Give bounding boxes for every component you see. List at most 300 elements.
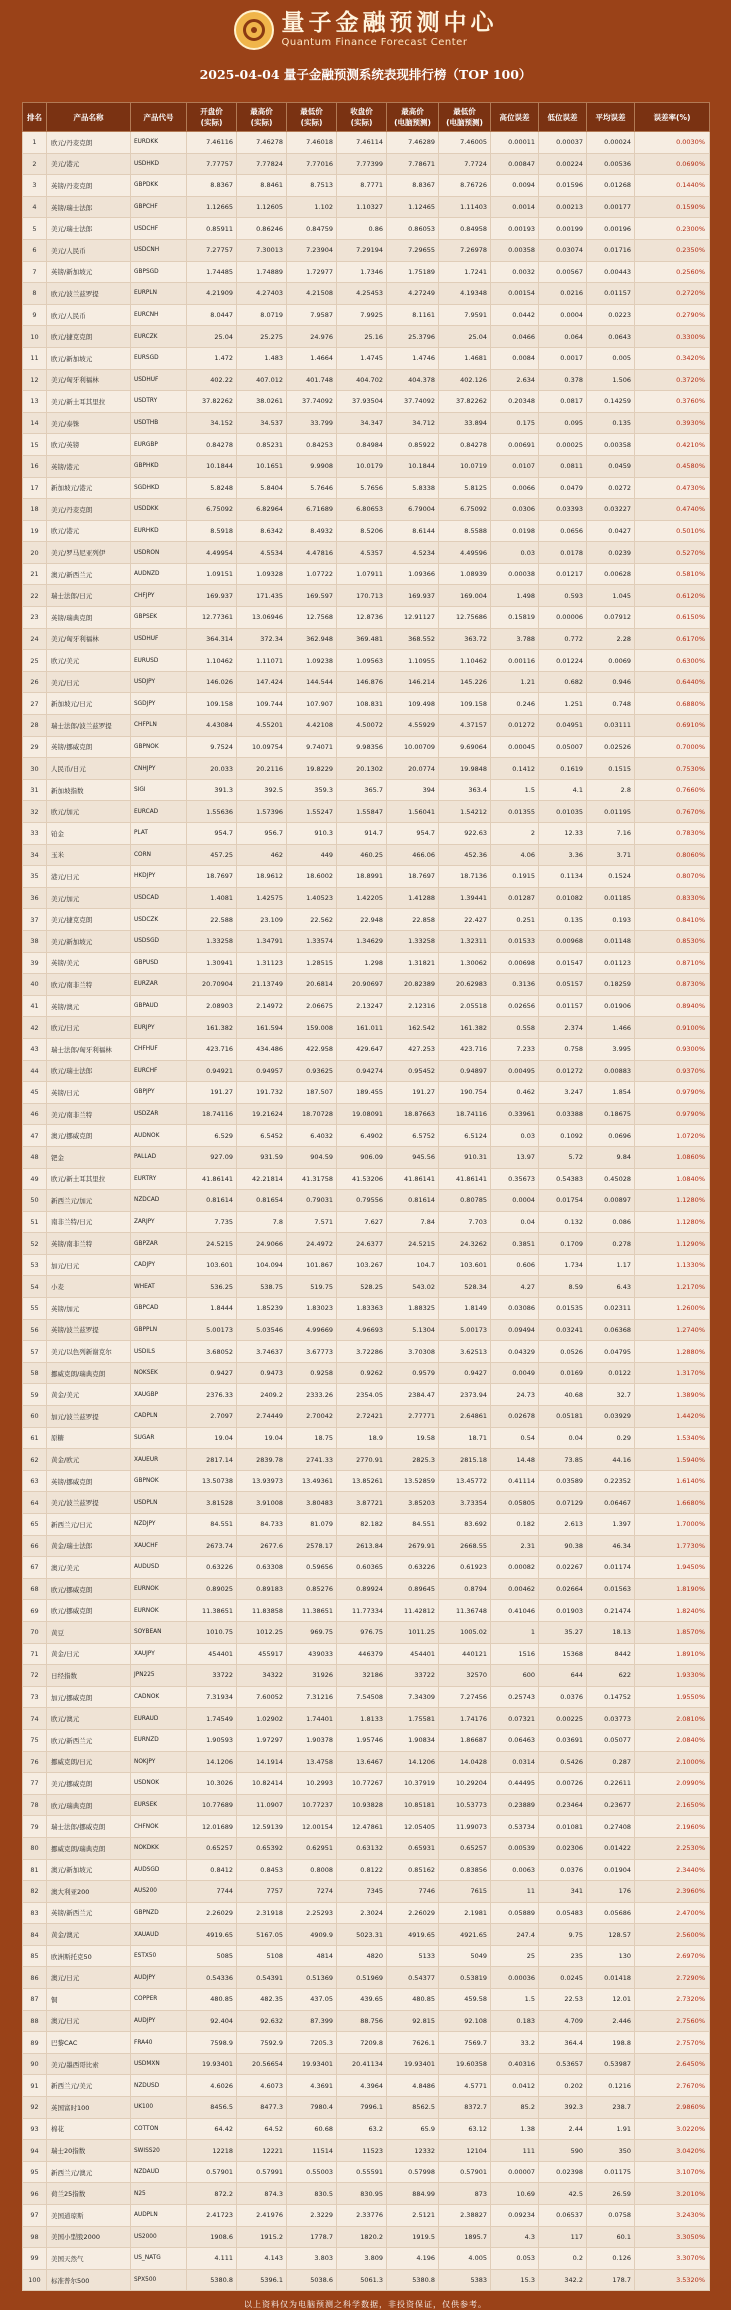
cell-product-name: 欧元/南非兰特 (47, 974, 131, 996)
cell-rank: 99 (23, 2248, 47, 2270)
cell-product-name: 欧元/新西兰元 (47, 1729, 131, 1751)
cell-average-error: 0.07912 (587, 607, 635, 629)
cell-product-name: 英镑/瑞士法郎 (47, 196, 131, 218)
cell-low-actual: 0.84253 (287, 434, 337, 456)
cell-product-code: CNHJPY (131, 758, 187, 780)
cell-low-predicted: 7615 (439, 1881, 491, 1903)
cell-high-actual: 1.34791 (237, 930, 287, 952)
cell-low-actual: 11.38651 (287, 1600, 337, 1622)
cell-close-actual: 20.1302 (337, 758, 387, 780)
cell-low-error: 341 (539, 1881, 587, 1903)
cell-high-error: 0.606 (491, 1254, 539, 1276)
cell-low-actual: 7.31216 (287, 1686, 337, 1708)
cell-high-predicted: 1.88325 (387, 1298, 439, 1320)
cell-close-actual: 528.25 (337, 1276, 387, 1298)
cell-high-error: 0.00038 (491, 563, 539, 585)
cell-high-actual: 0.9473 (237, 1362, 287, 1384)
cell-product-code: NZDJPY (131, 1514, 187, 1536)
cell-high-predicted: 884.99 (387, 2183, 439, 2205)
cell-close-actual: 1.10327 (337, 196, 387, 218)
cell-high-predicted: 5380.8 (387, 2269, 439, 2291)
cell-rank: 56 (23, 1319, 47, 1341)
cell-low-predicted: 24.3262 (439, 1233, 491, 1255)
cell-product-code: GBPNOK (131, 736, 187, 758)
cell-rank: 14 (23, 412, 47, 434)
table-row (23, 2140, 710, 2162)
column-header-label: 收盘价 (350, 107, 373, 116)
cell-open-actual: 8456.5 (187, 2097, 237, 2119)
cell-low-predicted: 0.84958 (439, 218, 491, 240)
cell-average-error: 0.29 (587, 1427, 635, 1449)
cell-low-error: 0.03241 (539, 1319, 587, 1341)
cell-low-predicted: 13.45772 (439, 1470, 491, 1492)
cell-open-actual: 4.21909 (187, 283, 237, 305)
table-row (23, 1427, 710, 1449)
cell-low-error: 0.02306 (539, 1837, 587, 1859)
cell-open-actual: 19.04 (187, 1427, 237, 1449)
cell-open-actual: 454401 (187, 1643, 237, 1665)
cell-error-rate: 2.4700% (635, 1902, 710, 1924)
cell-error-rate: 0.9300% (635, 1038, 710, 1060)
cell-close-actual: 5.7656 (337, 477, 387, 499)
cell-low-error: 0.01157 (539, 995, 587, 1017)
cell-rank: 84 (23, 1924, 47, 1946)
cell-product-code: N25 (131, 2183, 187, 2205)
cell-average-error: 0.45028 (587, 1168, 635, 1190)
cell-rank: 8 (23, 283, 47, 305)
cell-average-error: 0.21474 (587, 1600, 635, 1622)
table-row (23, 2226, 710, 2248)
cell-open-actual: 5380.8 (187, 2269, 237, 2291)
cell-open-actual: 14.1206 (187, 1751, 237, 1773)
cell-high-error: 25 (491, 1945, 539, 1967)
cell-error-rate: 0.3300% (635, 326, 710, 348)
cell-product-name: 黄金/日元 (47, 1643, 131, 1665)
cell-high-actual: 482.35 (237, 1989, 287, 2011)
cell-product-name: 原糖 (47, 1427, 131, 1449)
cell-open-actual: 92.404 (187, 2010, 237, 2032)
table-header (23, 103, 710, 132)
cell-high-actual: 6.82964 (237, 499, 287, 521)
cell-product-name: 欧元/人民币 (47, 304, 131, 326)
cell-high-error: 4.3 (491, 2226, 539, 2248)
cell-high-predicted: 1.10955 (387, 650, 439, 672)
cell-high-predicted: 0.9579 (387, 1362, 439, 1384)
table-row (23, 1816, 710, 1838)
cell-product-code: GBPCHF (131, 196, 187, 218)
cell-product-name: 瑞士20指数 (47, 2140, 131, 2162)
cell-product-code: WHEAT (131, 1276, 187, 1298)
cell-low-actual: 18.6002 (287, 866, 337, 888)
cell-rank: 100 (23, 2269, 47, 2291)
cell-low-actual: 4.47816 (287, 542, 337, 564)
table-row (23, 1773, 710, 1795)
cell-high-predicted: 454401 (387, 1643, 439, 1665)
cell-rank: 74 (23, 1708, 47, 1730)
header (22, 0, 709, 102)
cell-average-error: 0.22611 (587, 1773, 635, 1795)
cell-product-code: EURSGD (131, 347, 187, 369)
cell-close-actual: 7.29194 (337, 239, 387, 261)
cell-high-error: 33.2 (491, 2032, 539, 2054)
cell-low-error: 0.03393 (539, 499, 587, 521)
table-row (23, 650, 710, 672)
cell-product-name: 日经指数 (47, 1665, 131, 1687)
cell-high-predicted: 2825.3 (387, 1449, 439, 1471)
cell-rank: 40 (23, 974, 47, 996)
cell-low-actual: 22.562 (287, 909, 337, 931)
cell-product-code: FRA40 (131, 2032, 187, 2054)
cell-low-error: 0.02398 (539, 2161, 587, 2183)
cell-low-error: 0.05483 (539, 1902, 587, 1924)
cell-product-name: 美元/挪威克朗 (47, 1773, 131, 1795)
cell-close-actual: 404.702 (337, 369, 387, 391)
cell-high-predicted: 5.1304 (387, 1319, 439, 1341)
table-row (23, 2118, 710, 2140)
cell-high-actual: 2409.2 (237, 1384, 287, 1406)
cell-low-error: 9.75 (539, 1924, 587, 1946)
cell-high-error: 0.0063 (491, 1859, 539, 1881)
cell-low-error: 0.01082 (539, 887, 587, 909)
cell-close-actual: 10.77267 (337, 1773, 387, 1795)
cell-high-predicted: 4.55929 (387, 715, 439, 737)
cell-low-predicted: 4.19348 (439, 283, 491, 305)
table-row (23, 974, 710, 996)
cell-close-actual: 5023.31 (337, 1924, 387, 1946)
table-row (23, 196, 710, 218)
cell-low-predicted: 18.74116 (439, 1103, 491, 1125)
cell-average-error: 0.01563 (587, 1578, 635, 1600)
cell-product-code: NZDUSD (131, 2075, 187, 2097)
cell-product-code: USDHKD (131, 153, 187, 175)
cell-average-error: 0.04795 (587, 1341, 635, 1363)
cell-low-actual: 3.803 (287, 2248, 337, 2270)
cell-low-predicted: 145.226 (439, 671, 491, 693)
column-header-product-name (47, 103, 131, 132)
cell-high-predicted: 2.5121 (387, 2205, 439, 2227)
cell-product-code: GBPPLN (131, 1319, 187, 1341)
cell-low-predicted: 10.53773 (439, 1794, 491, 1816)
cell-close-actual: 41.53206 (337, 1168, 387, 1190)
cell-open-actual: 1.55636 (187, 801, 237, 823)
cell-high-error: 0.03 (491, 542, 539, 564)
table-row (23, 542, 710, 564)
cell-low-predicted: 7.7724 (439, 153, 491, 175)
cell-low-error: 0.0376 (539, 1686, 587, 1708)
column-header-rank (23, 103, 47, 132)
cell-low-predicted: 5.00173 (439, 1319, 491, 1341)
cell-product-name: 美元/罗马尼亚列伊 (47, 542, 131, 564)
cell-high-actual: 874.3 (237, 2183, 287, 2205)
cell-open-actual: 146.026 (187, 671, 237, 693)
cell-average-error: 0.0758 (587, 2205, 635, 2227)
cell-low-predicted: 0.57901 (439, 2161, 491, 2183)
cell-product-name: 瑞士法郎/匈牙利福林 (47, 1038, 131, 1060)
cell-average-error: 0.287 (587, 1751, 635, 1773)
cell-low-error: 3.36 (539, 844, 587, 866)
cell-open-actual: 0.89025 (187, 1578, 237, 1600)
cell-high-actual: 12221 (237, 2140, 287, 2162)
cell-low-error: 0.0245 (539, 1967, 587, 1989)
cell-high-predicted: 24.5215 (387, 1233, 439, 1255)
cell-product-code: USDCZK (131, 909, 187, 931)
cell-error-rate: 2.6450% (635, 2053, 710, 2075)
cell-low-actual: 4814 (287, 1945, 337, 1967)
cell-low-predicted: 4.37157 (439, 715, 491, 737)
cell-low-predicted: 6.75092 (439, 499, 491, 521)
cell-close-actual: 976.75 (337, 1621, 387, 1643)
cell-low-predicted: 4921.65 (439, 1924, 491, 1946)
cell-open-actual: 927.09 (187, 1146, 237, 1168)
cell-low-actual: 830.5 (287, 2183, 337, 2205)
cell-error-rate: 3.2430% (635, 2205, 710, 2227)
cell-low-error: 0.593 (539, 585, 587, 607)
cell-product-name: 美国小型股2000 (47, 2226, 131, 2248)
cell-open-actual: 34.152 (187, 412, 237, 434)
cell-open-actual: 18.7697 (187, 866, 237, 888)
cell-product-code: XAUAUD (131, 1924, 187, 1946)
cell-product-name: 澳元/新加坡元 (47, 1859, 131, 1881)
cell-product-code: PLAT (131, 823, 187, 845)
cell-close-actual: 446379 (337, 1643, 387, 1665)
cell-average-error: 0.00358 (587, 434, 635, 456)
cell-low-predicted: 12.75686 (439, 607, 491, 629)
cell-error-rate: 1.1280% (635, 1190, 710, 1212)
cell-high-predicted: 162.542 (387, 1017, 439, 1039)
cell-high-predicted: 466.06 (387, 844, 439, 866)
cell-average-error: 3.995 (587, 1038, 635, 1060)
cell-high-actual: 20.56654 (237, 2053, 287, 2075)
cell-high-error: 0.0314 (491, 1751, 539, 1773)
cell-product-code: USDCAD (131, 887, 187, 909)
cell-low-actual: 7.46018 (287, 132, 337, 154)
cell-high-predicted: 2.12316 (387, 995, 439, 1017)
ranking-table (22, 102, 710, 2291)
cell-product-name: 美元/南非兰特 (47, 1103, 131, 1125)
cell-high-actual: 0.85231 (237, 434, 287, 456)
cell-low-actual: 4.3691 (287, 2075, 337, 2097)
cell-open-actual: 423.716 (187, 1038, 237, 1060)
table-row (23, 2183, 710, 2205)
cell-high-actual: 7.8 (237, 1211, 287, 1233)
cell-product-code: CHFNOK (131, 1816, 187, 1838)
cell-high-error: 24.73 (491, 1384, 539, 1406)
cell-average-error: 178.7 (587, 2269, 635, 2291)
cell-error-rate: 0.6120% (635, 585, 710, 607)
cell-product-name: 欧元/新土耳其里拉 (47, 1168, 131, 1190)
table-row (23, 1168, 710, 1190)
cell-error-rate: 0.8330% (635, 887, 710, 909)
cell-low-predicted: 402.126 (439, 369, 491, 391)
table-row (23, 1190, 710, 1212)
cell-rank: 77 (23, 1773, 47, 1795)
cell-product-code: US2000 (131, 2226, 187, 2248)
cell-open-actual: 24.5215 (187, 1233, 237, 1255)
cell-low-actual: 2578.17 (287, 1535, 337, 1557)
cell-low-predicted: 4.005 (439, 2248, 491, 2270)
cell-low-actual: 169.597 (287, 585, 337, 607)
cell-high-error: 14.48 (491, 1449, 539, 1471)
cell-product-name: 新西兰元/澳元 (47, 2161, 131, 2183)
cell-open-actual: 2.7097 (187, 1406, 237, 1428)
cell-product-name: 瑞士法郎/挪威克朗 (47, 1816, 131, 1838)
cell-rank: 50 (23, 1190, 47, 1212)
cell-high-predicted: 6.5752 (387, 1125, 439, 1147)
cell-rank: 15 (23, 434, 47, 456)
table-row (23, 2161, 710, 2183)
cell-close-actual: 37.93504 (337, 391, 387, 413)
cell-rank: 94 (23, 2140, 47, 2162)
cell-high-predicted: 1.31821 (387, 952, 439, 974)
cell-high-actual: 0.94957 (237, 1060, 287, 1082)
cell-low-predicted: 32570 (439, 1665, 491, 1687)
cell-high-error: 7.233 (491, 1038, 539, 1060)
cell-low-actual: 7.9587 (287, 304, 337, 326)
cell-open-actual: 1.09151 (187, 563, 237, 585)
cell-error-rate: 1.1290% (635, 1233, 710, 1255)
cell-open-actual: 2376.33 (187, 1384, 237, 1406)
cell-close-actual: 12.8736 (337, 607, 387, 629)
table-row (23, 1211, 710, 1233)
cell-average-error: 9.84 (587, 1146, 635, 1168)
table-row (23, 1406, 710, 1428)
cell-high-actual: 1.42575 (237, 887, 287, 909)
cell-close-actual: 7209.8 (337, 2032, 387, 2054)
cell-error-rate: 0.7670% (635, 801, 710, 823)
table-row (23, 1125, 710, 1147)
cell-low-actual: 41.31758 (287, 1168, 337, 1190)
cell-high-error: 0.01272 (491, 715, 539, 737)
cell-average-error: 0.22352 (587, 1470, 635, 1492)
cell-open-actual: 480.85 (187, 1989, 237, 2011)
cell-high-actual: 171.435 (237, 585, 287, 607)
cell-product-code: EURNOK (131, 1578, 187, 1600)
cell-open-actual: 3.68052 (187, 1341, 237, 1363)
cell-error-rate: 0.4580% (635, 455, 710, 477)
cell-high-predicted: 1011.25 (387, 1621, 439, 1643)
cell-high-error: 10.69 (491, 2183, 539, 2205)
table-row (23, 779, 710, 801)
cell-low-actual: 904.59 (287, 1146, 337, 1168)
cell-close-actual: 24.6377 (337, 1233, 387, 1255)
cell-high-predicted: 7.34309 (387, 1686, 439, 1708)
cell-low-actual: 0.9258 (287, 1362, 337, 1384)
cell-average-error: 0.14259 (587, 391, 635, 413)
cell-low-actual: 7.23904 (287, 239, 337, 261)
cell-low-error: 0.0376 (539, 1859, 587, 1881)
cell-average-error: 46.34 (587, 1535, 635, 1557)
cell-average-error: 0.53987 (587, 2053, 635, 2075)
cell-high-actual: 5.03546 (237, 1319, 287, 1341)
cell-low-actual: 13.49361 (287, 1470, 337, 1492)
table-row (23, 585, 710, 607)
cell-open-actual: 19.93401 (187, 2053, 237, 2075)
cell-high-error: 0.35673 (491, 1168, 539, 1190)
cell-open-actual: 9.7524 (187, 736, 237, 758)
cell-low-error: 0.05157 (539, 974, 587, 996)
table-row (23, 347, 710, 369)
cell-low-predicted: 452.36 (439, 844, 491, 866)
cell-high-actual: 25.275 (237, 326, 287, 348)
cell-average-error: 1.466 (587, 1017, 635, 1039)
cell-open-actual: 10.77689 (187, 1794, 237, 1816)
cell-close-actual: 2.72421 (337, 1406, 387, 1428)
cell-error-rate: 2.7290% (635, 1967, 710, 1989)
cell-error-rate: 0.8710% (635, 952, 710, 974)
cell-average-error: 0.126 (587, 2248, 635, 2270)
column-header-label: 产品名称 (73, 112, 104, 122)
cell-low-error: 1.734 (539, 1254, 587, 1276)
cell-error-rate: 2.3960% (635, 1881, 710, 1903)
cell-high-actual: 7.46278 (237, 132, 287, 154)
cell-average-error: 0.01185 (587, 887, 635, 909)
cell-low-predicted: 11.36748 (439, 1600, 491, 1622)
cell-rank: 98 (23, 2226, 47, 2248)
cell-close-actual: 7.627 (337, 1211, 387, 1233)
cell-open-actual: 8.5918 (187, 520, 237, 542)
cell-low-predicted: 20.62983 (439, 974, 491, 996)
cell-rank: 83 (23, 1902, 47, 1924)
cell-average-error: 0.03929 (587, 1406, 635, 1428)
table-row (23, 2097, 710, 2119)
cell-error-rate: 0.2350% (635, 239, 710, 261)
cell-error-rate: 0.8070% (635, 866, 710, 888)
cell-low-error: 0.772 (539, 628, 587, 650)
table-row (23, 283, 710, 305)
cell-low-actual: 8.7513 (287, 175, 337, 197)
table-row (23, 1967, 710, 1989)
cell-high-actual: 7.77824 (237, 153, 287, 175)
cell-low-predicted: 14.0428 (439, 1751, 491, 1773)
cell-low-predicted: 0.65257 (439, 1837, 491, 1859)
column-header-error-rate (635, 103, 710, 132)
column-header-label: 高位误差 (499, 112, 530, 122)
cell-average-error: 0.00897 (587, 1190, 635, 1212)
cell-product-code: GBPDKK (131, 175, 187, 197)
cell-low-error: 0.00726 (539, 1773, 587, 1795)
cell-high-error: 0.00116 (491, 650, 539, 672)
table-row (23, 1535, 710, 1557)
cell-high-actual: 8.6342 (237, 520, 287, 542)
header-row (23, 103, 710, 132)
cell-product-name: 美元/港元 (47, 153, 131, 175)
cell-product-name: 英镑/丹麦克朗 (47, 175, 131, 197)
cell-product-code: CORN (131, 844, 187, 866)
cell-low-predicted: 2668.55 (439, 1535, 491, 1557)
cell-error-rate: 2.0990% (635, 1773, 710, 1795)
cell-low-predicted: 2.1981 (439, 1902, 491, 1924)
cell-open-actual: 4919.65 (187, 1924, 237, 1946)
cell-low-predicted: 12104 (439, 2140, 491, 2162)
cell-low-error: 0.04 (539, 1427, 587, 1449)
cell-rank: 11 (23, 347, 47, 369)
cell-product-name: 欧元/瑞士法郎 (47, 1060, 131, 1082)
cell-rank: 72 (23, 1665, 47, 1687)
cell-error-rate: 0.6150% (635, 607, 710, 629)
cell-low-error: 0.00968 (539, 930, 587, 952)
cell-close-actual: 8.7771 (337, 175, 387, 197)
cell-low-predicted: 922.63 (439, 823, 491, 845)
cell-high-predicted: 10.85181 (387, 1794, 439, 1816)
cell-product-name: 美元/匈牙利福林 (47, 628, 131, 650)
cell-low-predicted: 190.754 (439, 1082, 491, 1104)
cell-rank: 9 (23, 304, 47, 326)
cell-product-code: XAUJPY (131, 1643, 187, 1665)
cell-high-actual: 10.1651 (237, 455, 287, 477)
cell-close-actual: 22.948 (337, 909, 387, 931)
cell-close-actual: 830.95 (337, 2183, 387, 2205)
cell-product-name: 美元/人民币 (47, 239, 131, 261)
